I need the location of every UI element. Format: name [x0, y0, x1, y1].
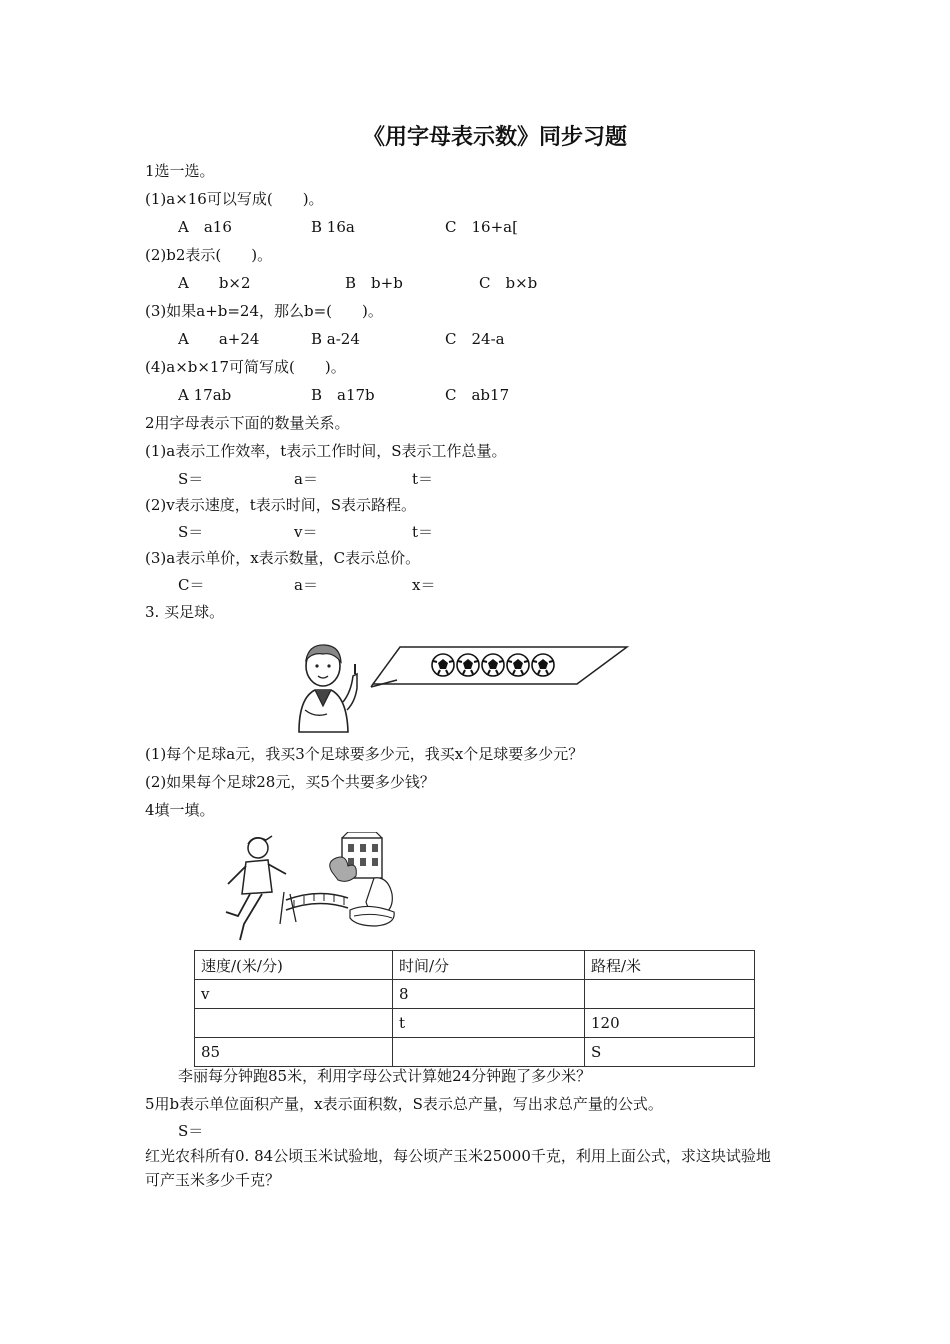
q2-item2-formula-2: v＝ — [294, 523, 318, 541]
football-icon — [507, 654, 529, 676]
table-cell: t — [393, 1009, 585, 1038]
q1-item1-stem: (1)a×16可以写成( )。 — [145, 190, 324, 208]
q3-part1: (1)每个足球a元，我买3个足球要多少元，我买x个足球要多少元？ — [145, 745, 584, 763]
table-cell: v — [195, 980, 393, 1009]
q1-item2-option-a: A b×2 — [178, 274, 251, 292]
q1-item3-option-c: C 24-a — [445, 330, 505, 348]
q1-item4-option-c: C ab17 — [445, 386, 510, 404]
speed-time-distance-table — [194, 950, 755, 1067]
q1-item1-option-b: B 16a — [311, 218, 355, 236]
football-icon — [482, 654, 504, 676]
q3-part2: (2)如果每个足球28元，买5个共要多少钱？ — [145, 773, 435, 791]
table-cell: S — [585, 1038, 755, 1067]
q1-item3-option-b: B a-24 — [311, 330, 360, 348]
boy-with-footballs-illustration — [285, 640, 630, 735]
q1-item2-option-c: C b×b — [479, 274, 538, 292]
q1-item1-option-a: A a16 — [178, 218, 232, 236]
table-header-time: 时间/分 — [393, 951, 585, 980]
q2-heading: 2用字母表示下面的数量关系。 — [145, 414, 350, 432]
q1-heading: 1选一选。 — [145, 162, 215, 180]
q2-item2-stem: (2)v表示速度，t表示时间，S表示路程。 — [145, 496, 417, 514]
q4-question: 李丽每分钟跑85米，利用字母公式计算她24分钟跑了多少米？ — [178, 1067, 592, 1085]
q1-item3-stem: (3)如果a+b=24，那么b=( )。 — [145, 302, 383, 320]
q3-heading: 3. 买足球。 — [145, 603, 225, 621]
q2-item1-formula-2: a＝ — [294, 470, 318, 488]
table-row — [195, 1009, 755, 1038]
football-icon — [532, 654, 554, 676]
q1-item4-option-b: B a17b — [311, 386, 375, 404]
table-cell: 120 — [585, 1009, 755, 1038]
q2-item1-formula-1: S＝ — [178, 470, 204, 488]
table-cell — [585, 980, 755, 1009]
q2-item3-formula-1: C＝ — [178, 576, 205, 594]
q1-item2-stem: (2)b2表示( )。 — [145, 246, 273, 264]
table-row — [195, 1038, 755, 1067]
q1-item3-option-a: A a+24 — [178, 330, 260, 348]
q1-item4-stem: (4)a×b×17可简写成( )。 — [145, 358, 346, 376]
table-header-speed: 速度/(米/分) — [195, 951, 393, 980]
q2-item2-formula-1: S＝ — [178, 523, 204, 541]
q5-heading: 5用b表示单位面积产量，x表示面积数，S表示总产量，写出求总产量的公式。 — [145, 1095, 663, 1113]
q1-item1-option-c: C 16+a[ — [445, 218, 518, 236]
q4-heading: 4填一填。 — [145, 801, 215, 819]
football-icon — [457, 654, 479, 676]
q2-item1-formula-3: t＝ — [412, 470, 434, 488]
table-cell: 8 — [393, 980, 585, 1009]
q2-item2-formula-3: t＝ — [412, 523, 434, 541]
q2-item3-formula-2: a＝ — [294, 576, 318, 594]
running-girl-illustration — [198, 832, 398, 944]
q5-problem-line-1: 红光农科所有0. 84公顷玉米试验地，每公顷产玉米25000千克，利用上面公式，求这块试验地 — [145, 1147, 771, 1165]
table-row — [195, 980, 755, 1009]
q2-item1-stem: (1)a表示工作效率，t表示工作时间，S表示工作总量。 — [145, 442, 507, 460]
q2-item3-formula-3: x＝ — [412, 576, 436, 594]
q1-item2-option-b: B b+b — [345, 274, 403, 292]
table-header-distance: 路程/米 — [585, 951, 755, 980]
table-cell — [393, 1038, 585, 1067]
football-icon — [432, 654, 454, 676]
q2-item3-stem: (3)a表示单价，x表示数量，C表示总价。 — [145, 549, 421, 567]
q5-problem-line-2: 可产玉米多少千克？ — [145, 1171, 281, 1189]
page-title: 《用字母表示数》同步习题 — [362, 124, 627, 150]
table-cell: 85 — [195, 1038, 393, 1067]
table-cell — [195, 1009, 393, 1038]
q5-formula: S＝ — [178, 1122, 204, 1140]
table-header-row — [195, 951, 755, 980]
q1-item4-option-a: A 17ab — [178, 386, 232, 404]
